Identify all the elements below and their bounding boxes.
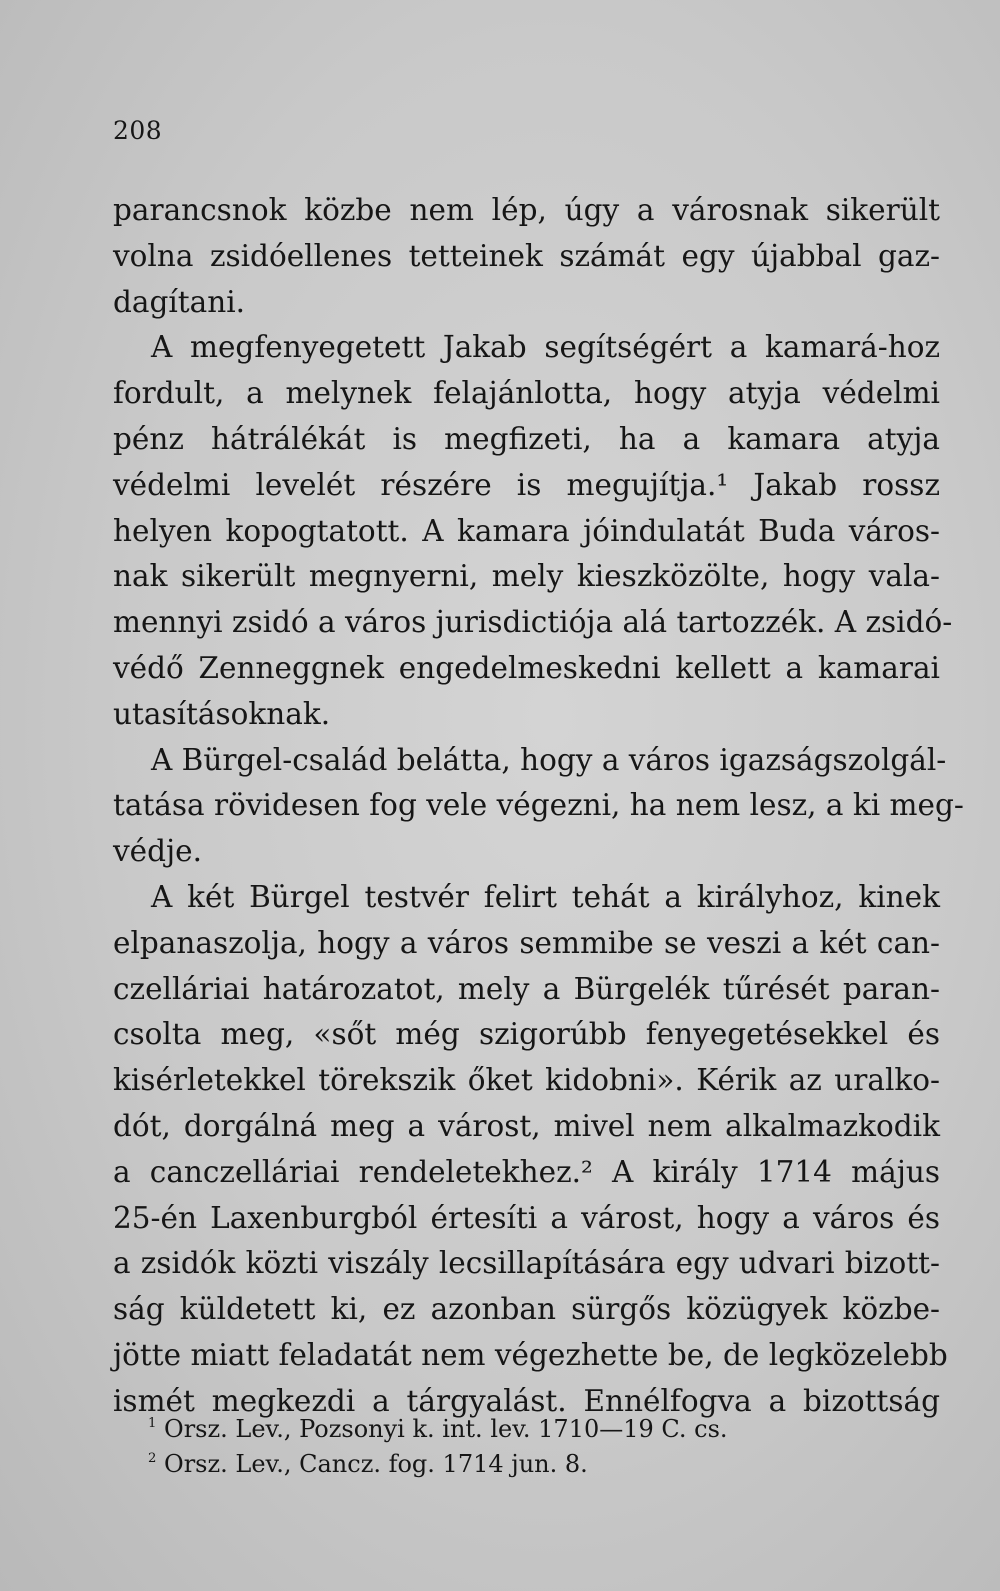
- text-line: védelmi levelét részére is megujítja.¹ Jakab rossz: [113, 467, 940, 502]
- text-line: 25-én Laxenburgból értesíti a várost, hogy a város és: [113, 1200, 940, 1235]
- text-line: parancsnok közbe nem lép, úgy a városnak sikerült: [113, 193, 940, 227]
- text-line: a canczelláriai rendeletekhez.² A király 1714 május: [113, 1154, 940, 1189]
- text-line: ismét megkezdi a tárgyalást. Ennélfogva a bizottság: [113, 1383, 940, 1418]
- text-line: A két Bürgel testvér felirt tehát a királyhoz, kinek: [151, 879, 940, 914]
- text-line: elpanaszolja, hogy a város semmibe se veszi a két can-: [113, 925, 940, 960]
- text-line: védje.: [113, 834, 202, 869]
- text-line: ság küldetett ki, ez azonban sürgős közügyek közbe-: [113, 1292, 940, 1327]
- text-line: kisérletekkel törekszik őket kidobni». Kérik az uralko-: [113, 1063, 940, 1098]
- text-line: csolta meg, «sőt még szigorúbb fenyegetésekkel és: [113, 1017, 940, 1052]
- footnote: [148, 1412, 908, 1447]
- text-line: tatása rövidesen fog vele végezni, ha nem lesz, a ki meg-: [113, 788, 964, 823]
- text-line: utasításoknak.: [113, 696, 331, 731]
- text-line: A Bürgel-család belátta, hogy a város igazságszolgál-: [151, 742, 947, 777]
- text-line: czelláriai határozatot, mely a Bürgelék tűrését paran-: [113, 971, 940, 1006]
- footnote-mark: 1: [148, 1416, 157, 1432]
- text-line: dót, dorgálná meg a várost, mivel nem alkalmazkodik: [113, 1108, 940, 1143]
- footnote-text: Orsz. Lev., Cancz. fog. 1714 jun. 8.: [156, 1450, 588, 1478]
- text-line: pénz hátrálékát is megfizeti, ha a kamara atyja: [113, 421, 940, 456]
- text-line: nak sikerült megnyerni, mely kieszközölte, hogy vala-: [113, 559, 940, 594]
- text-line: dagítani.: [113, 284, 246, 319]
- text-line: A megfenyegetett Jakab segítségért a kamará-hoz: [151, 330, 940, 365]
- text-line: fordult, a melynek felajánlotta, hogy atyja védelmi: [113, 376, 940, 411]
- text-line: mennyi zsidó a város jurisdictiója alá tartozzék. A zsidó-: [113, 605, 953, 640]
- text-line: helyen kopogtatott. A kamara jóindulatát Buda város-: [113, 513, 940, 548]
- footnote-text: Orsz. Lev., Pozsonyi k. int. lev. 1710—19 C. cs.: [156, 1415, 728, 1443]
- footnote-mark: 2: [148, 1451, 157, 1467]
- text-line: a zsidók közti viszály lecsillapítására egy udvari bizott-: [113, 1246, 940, 1281]
- footnote: [148, 1447, 908, 1482]
- page-number: 208: [113, 116, 163, 145]
- text-line: jötte miatt feladatát nem végezhette be, de legközelebb: [113, 1337, 948, 1372]
- text-line: védő Zenneggnek engedelmeskedni kellett a kamarai: [113, 650, 940, 685]
- body-text: [113, 188, 964, 1425]
- text-line: volna zsidóellenes tetteinek számát egy újabbal gaz-: [113, 238, 940, 273]
- footnotes: [148, 1412, 908, 1482]
